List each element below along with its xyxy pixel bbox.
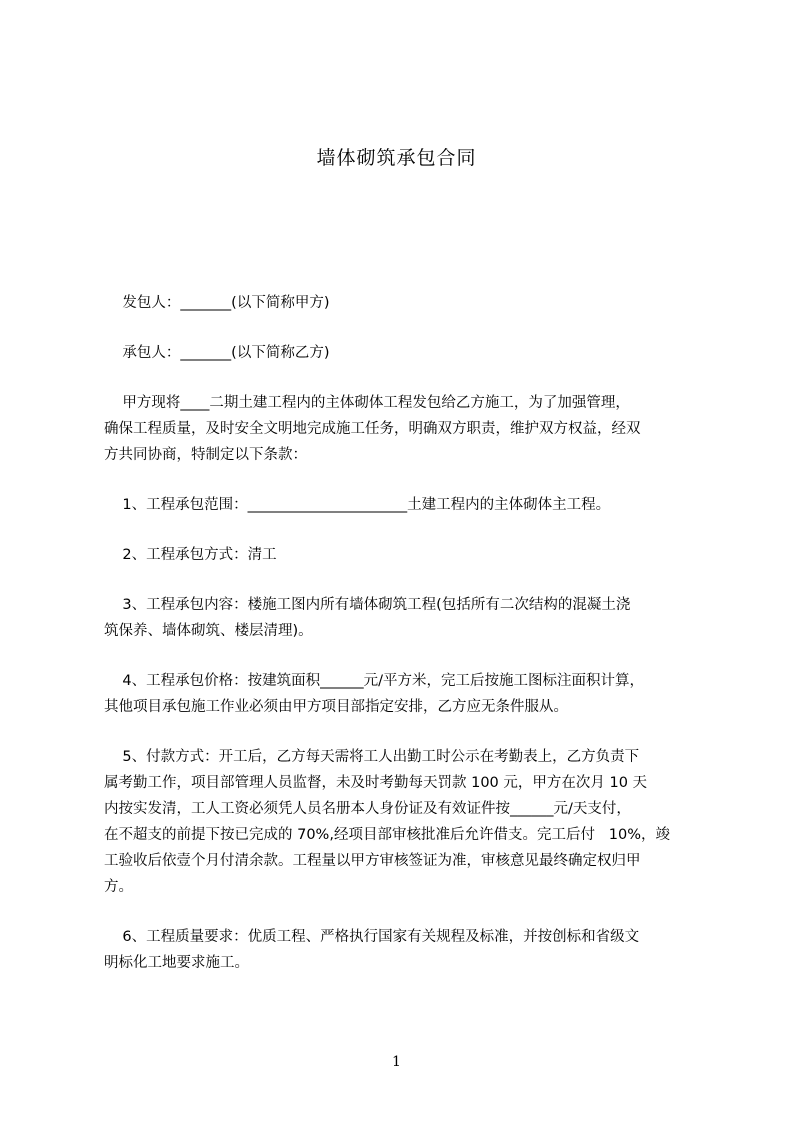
paragraph-contractor (104, 340, 704, 366)
paragraph-line: 工验收后依壹个月付清余款。工程量以甲方审核签证为准，审核意见最终确定权归甲 (104, 853, 641, 869)
paragraph-line: 筑保养、墙体砌筑、楼层清理)。 (104, 623, 313, 639)
clause-2-method (104, 542, 704, 568)
paragraph-line: 6、工程质量要求：优质工程、严格执行国家有关规程及标准，并按创标和省级文 (104, 929, 640, 945)
paragraph-line: 5、付款方式：开工后，乙方每天需将工人出勤工时公示在考勤表上，乙方负责下 (104, 749, 640, 765)
paragraph-line: 方。 (104, 879, 133, 895)
paragraph-line: 确保工程质量，及时安全文明地完成施工任务，明确双方职责，维护双方权益，经双 (104, 421, 641, 437)
clause-6-quality (104, 924, 704, 976)
paragraph-line: 发包人：_______(以下简称甲方) (104, 295, 330, 311)
paragraph-line: 4、工程承包价格：按建筑面积______元/平方米，完工后按施工图标注面积计算， (104, 673, 645, 689)
paragraph-line: 2、工程承包方式：清工 (104, 547, 277, 563)
clause-3-content (104, 592, 704, 644)
paragraph-line: 在不超支的前提下按已完成的 70%,经项目部审核批准后允许借支。完工后付 10%，竣 (104, 827, 670, 843)
paragraph-line: 3、工程承包内容：楼施工图内所有墙体砌筑工程(包括所有二次结构的混凝土浇 (104, 597, 631, 613)
paragraph-line: 1、工程承包范围：______________________土建工程内的主体砌体主工程。 (104, 497, 611, 513)
paragraph-line: 内按实发清，工人工资必须凭人员名册本人身份证及有效证件按______元/天支付， (104, 801, 631, 817)
paragraph-line: 明标化工地要求施工。 (104, 955, 249, 971)
paragraph-line: 其他项目承包施工作业必须由甲方项目部指定安排，乙方应无条件服从。 (104, 699, 568, 715)
clause-4-price (104, 668, 704, 720)
page-number: 1 (392, 1054, 401, 1070)
paragraph-line: 甲方现将____二期土建工程内的主体砌体工程发包给乙方施工，为了加强管理， (104, 395, 630, 411)
paragraph-line: 方共同协商，特制定以下条款： (104, 447, 307, 463)
paragraph-issuer (104, 290, 704, 316)
paragraph-line: 承包人：_______(以下简称乙方) (104, 345, 330, 361)
clause-1-scope (104, 492, 704, 518)
paragraph-preamble (104, 390, 704, 468)
document-body (104, 290, 704, 1000)
document-title: 墙体砌筑承包合同 (316, 147, 477, 169)
clause-5-payment (104, 744, 704, 900)
paragraph-line: 属考勤工作，项目部管理人员监督，未及时考勤每天罚款 100 元，甲方在次月 10 天 (104, 775, 648, 791)
